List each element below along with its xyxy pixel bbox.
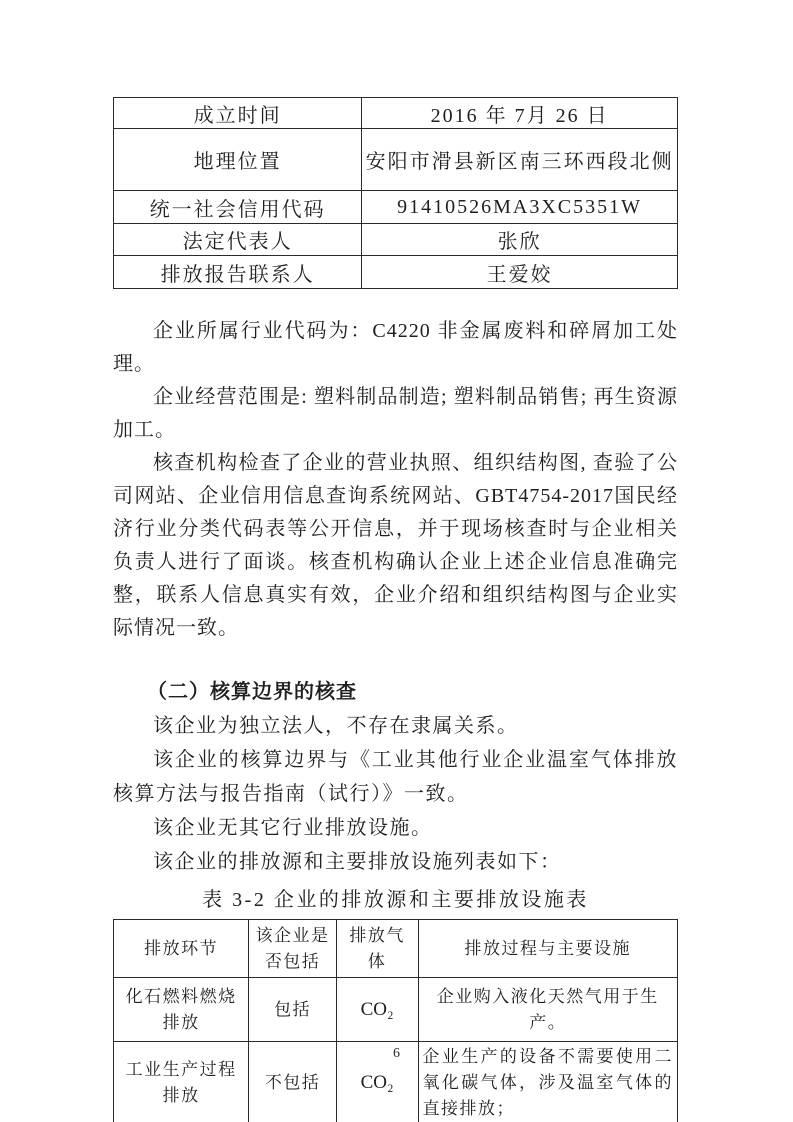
paragraph-boundary-guideline: 该企业的核算边界与《工业其他行业企业温室气体排放核算方法与报告指南（试行）》一致。	[113, 749, 678, 805]
table-row	[114, 98, 678, 129]
table-row	[114, 129, 678, 191]
info-label-location: 地理位置	[114, 129, 362, 191]
paragraph-no-other-facilities: 该企业无其它行业排放设施。	[153, 817, 433, 839]
cell-gas-industrial-process: CO₂	[336, 1042, 418, 1122]
info-value-legal-rep: 张欣	[362, 224, 678, 256]
info-value-report-contact: 王爱姣	[362, 256, 678, 289]
paragraph-business-scope: 企业经营范围是: 塑料制品制造; 塑料制品销售; 再生资源加工。	[113, 386, 678, 441]
info-label-founding-date: 成立时间	[114, 98, 362, 129]
cell-included-industrial-process: 不包括	[249, 1042, 336, 1122]
table-row	[114, 256, 678, 289]
page-content	[113, 97, 678, 1122]
header-emission-stage: 排放环节	[114, 920, 249, 978]
paragraph-industry-code: 企业所属行业代码为：C4220 非金属废料和碎屑加工处理。	[113, 320, 678, 375]
section-accounting-boundary	[113, 675, 678, 879]
section-heading: （二）核算边界的核查	[147, 681, 357, 703]
info-value-founding-date: 2016 年 7月 26 日	[362, 98, 678, 129]
table-row	[114, 191, 678, 224]
header-process-facilities: 排放过程与主要设施	[418, 920, 677, 978]
paragraph-independent-entity: 该企业为独立法人，不存在隶属关系。	[153, 715, 519, 737]
info-value-location: 安阳市滑县新区南三环西段北侧	[362, 129, 678, 191]
page-number: 6	[393, 1046, 400, 1061]
paragraph-list-intro: 该企业的排放源和主要排放设施列表如下：	[153, 851, 562, 873]
table-header-row	[114, 920, 678, 978]
info-value-credit-code: 91410526MA3XC5351W	[362, 191, 678, 224]
table-row	[114, 224, 678, 256]
table-row	[114, 978, 678, 1042]
header-gas: 排放气体	[336, 920, 418, 978]
header-included: 该企业是否包括	[249, 920, 336, 978]
cell-process-industrial-process: 企业生产的设备不需要使用二氧化碳气体，涉及温室气体的直接排放；	[418, 1042, 677, 1122]
cell-stage-industrial-process: 工业生产过程排放	[114, 1042, 249, 1122]
cell-gas-fuel-combustion: CO₂	[336, 978, 418, 1042]
info-label-credit-code: 统一社会信用代码	[114, 191, 362, 224]
paragraph-verification: 核查机构检查了企业的营业执照、组织结构图, 查验了公司网站、企业信用信息查询系统网站、GBT4754-2017国民经济行业分类代码表等公开信息，并于现场核查时与企业相关负责人进行了面谈。核查机构确认企业上述企业信息准确完整，联系人信息真实有效，企业介绍和组织结构图与企业实际情况一致。	[113, 452, 678, 639]
table-caption: 表 3-2 企业的排放源和主要排放设施表	[202, 889, 589, 911]
company-info-table	[113, 97, 678, 289]
cell-included-fuel-combustion: 包括	[249, 978, 336, 1042]
emission-source-table	[113, 919, 678, 1122]
info-label-legal-rep: 法定代表人	[114, 224, 362, 256]
info-label-report-contact: 排放报告联系人	[114, 256, 362, 289]
cell-process-fuel-combustion: 企业购入液化天然气用于生产。	[418, 978, 677, 1042]
cell-stage-fuel-combustion: 化石燃料燃烧排放	[114, 978, 249, 1042]
paragraph-block	[113, 315, 678, 645]
